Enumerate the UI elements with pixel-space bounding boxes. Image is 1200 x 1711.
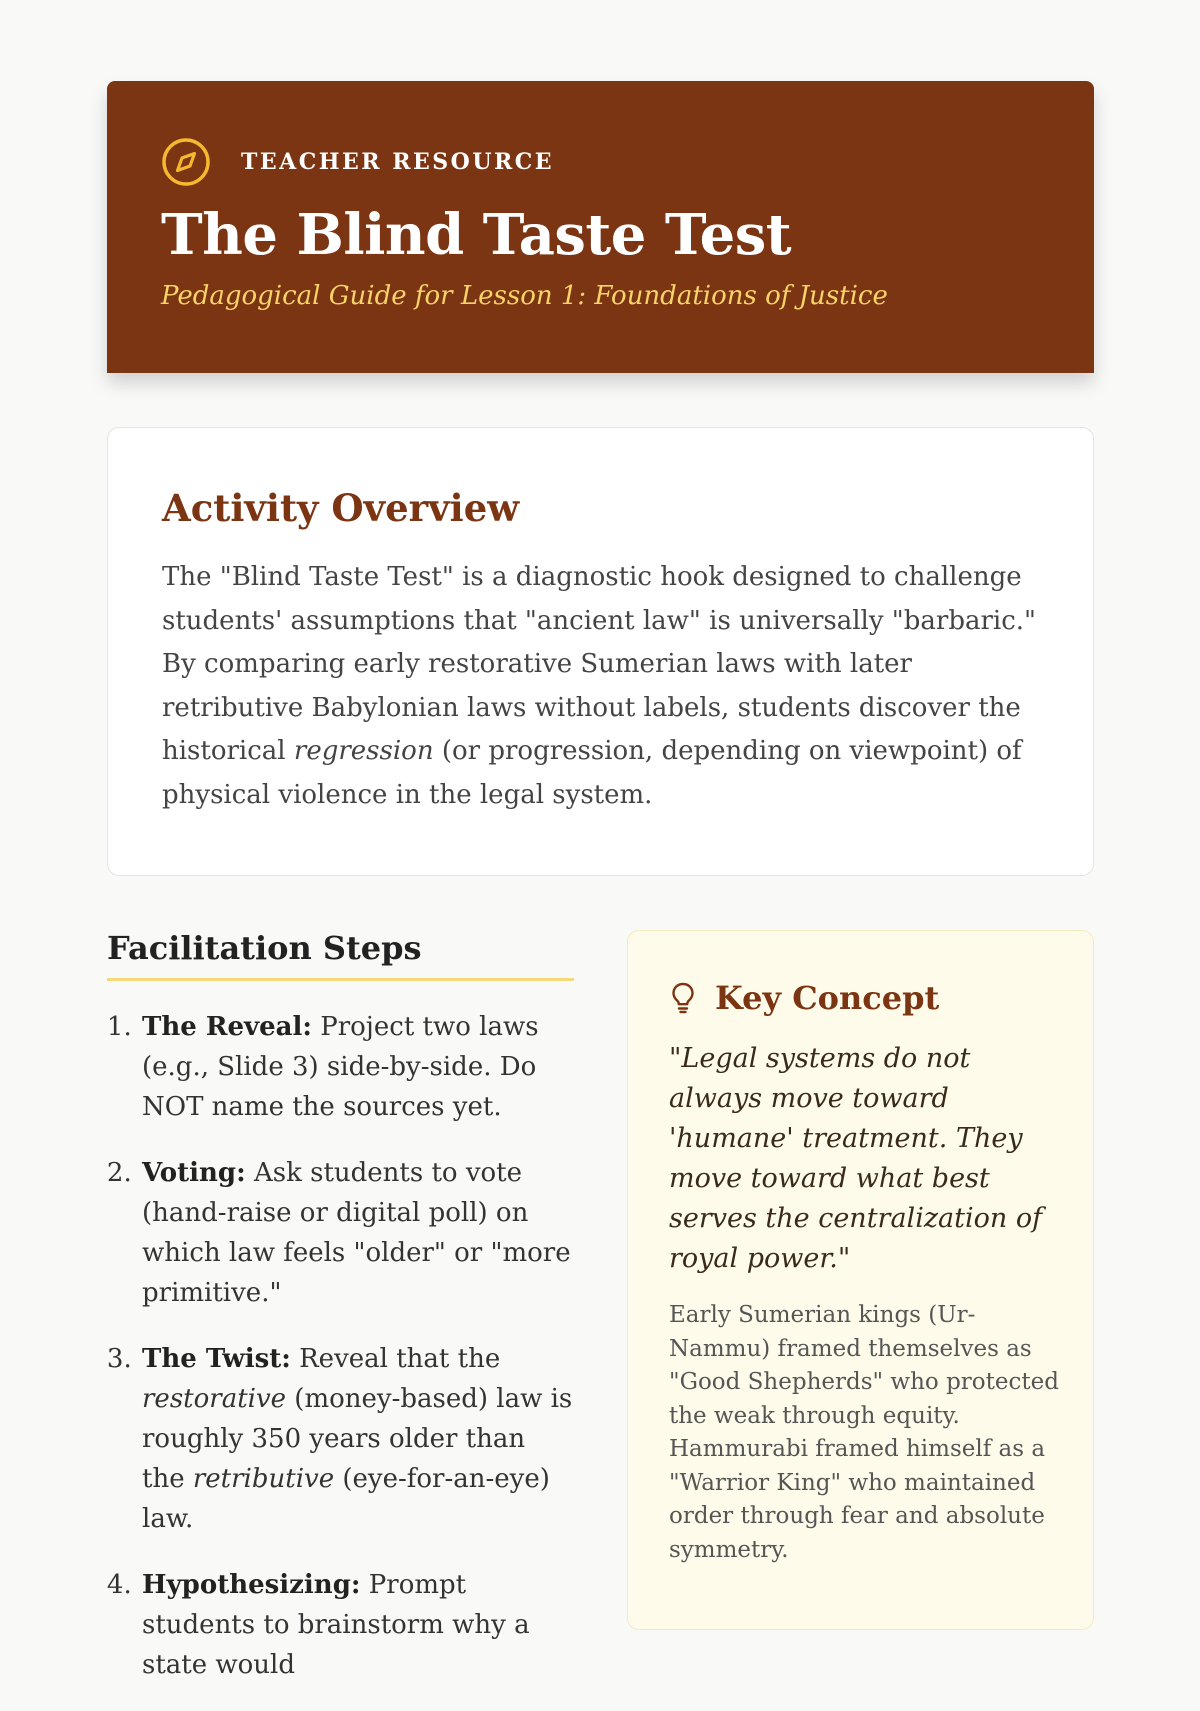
activity-overview-card [107,427,1094,876]
step-emphasis: restorative [142,1384,287,1414]
overview-text [162,556,1039,817]
step-label: The Reveal: [142,1012,312,1042]
key-concept-title: Key Concept [715,979,940,1017]
overview-text-part: The "Blind Taste Test" is a diagnostic hook designed to challenge students' assumptions that "ancient law" is universally "barbaric." By comparing early restorative Sumerian laws with later retributive Babylonian laws without labels, students discover the historical [162,562,1037,767]
compass-icon [161,137,211,187]
facilitation-steps [107,928,574,1711]
step-text: Project two laws (e.g., Slide 3) side-by-side. Do NOT name the sources yet. [142,1012,539,1122]
eyebrow [161,137,1040,187]
step-text: Prompt students to brainstorm why a state would [142,1570,530,1680]
step-label: Hypothesizing: [142,1570,361,1600]
steps-title: Facilitation Steps [107,928,574,981]
header-banner [107,81,1094,373]
overview-text-part: (or progression, depending on viewpoint) of physical violence in the legal system. [162,736,1022,810]
page-title: The Blind Taste Test [161,202,792,268]
step-label: The Twist: [142,1344,291,1374]
eyebrow-label: TEACHER RESOURCE [241,149,555,175]
step-label: Voting: [142,1158,246,1188]
steps-list [107,1007,574,1685]
overview-title: Activity Overview [162,486,520,530]
list-item [140,1007,574,1127]
step-text: (eye-for-an-eye) law. [142,1464,550,1534]
page-subtitle: Pedagogical Guide for Lesson 1: Foundations of Justice [161,280,888,311]
lightbulb-icon [669,981,697,1015]
key-concept-header [669,977,1063,1019]
step-emphasis: retributive [192,1464,335,1494]
key-concept-card [627,930,1094,1630]
step-text: Ask students to vote (hand-raise or digital poll) on which law feels "older" or "more primitive." [142,1158,571,1308]
overview-emphasis: regression [293,736,434,767]
step-text: (money-based) law is roughly 350 years older than the [142,1384,573,1494]
key-concept-quote: "Legal systems do not always move toward 'humane' treatment. They move toward what best serves the centralization of royal power." [669,1043,1043,1274]
key-concept-text: Early Sumerian kings (Ur-Nammu) framed themselves as "Good Shepherds" who protected the weak through equity. Hammurabi framed himself as a "Warrior King" who maintained order through fear and absolute symmetry. [669,1302,1059,1563]
list-item [140,1565,574,1685]
list-item [140,1339,574,1539]
list-item [140,1153,574,1313]
step-text: Reveal that the [290,1344,501,1374]
